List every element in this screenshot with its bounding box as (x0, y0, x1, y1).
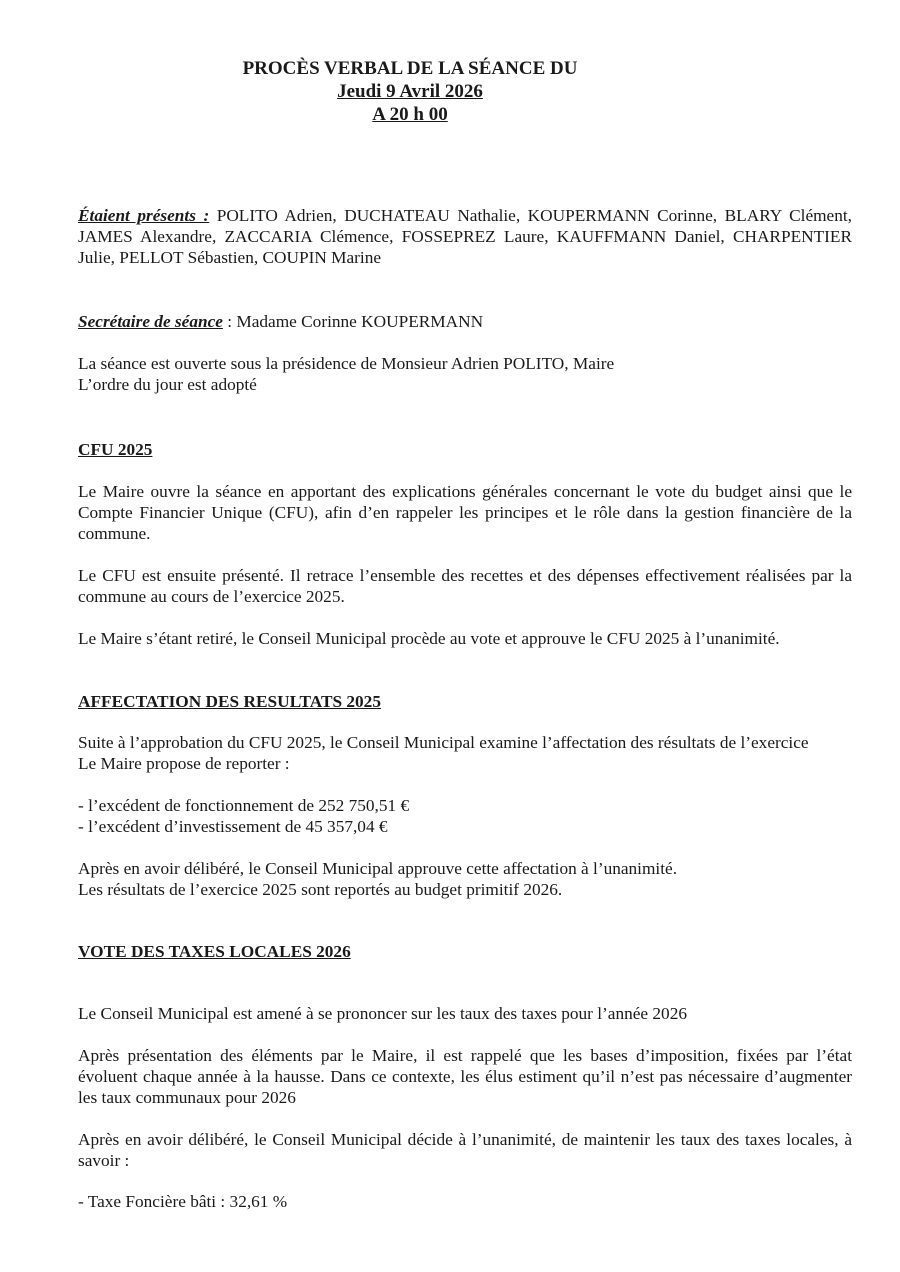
list-item: - Taxe Foncière bâti : 32,61 % (78, 1192, 288, 1211)
agenda-line: L’ordre du jour est adopté (78, 375, 257, 394)
opening-line: La séance est ouverte sous la présidence de Monsieur Adrien POLITO, Maire (78, 354, 615, 373)
taxes-heading: VOTE DES TAXES LOCALES 2026 (78, 942, 351, 961)
affectation-heading: AFFECTATION DES RESULTATS 2025 (78, 692, 381, 711)
meeting-time: A 20 h 00 (372, 104, 448, 125)
taxes-paragraph-3: Après en avoir délibéré, le Conseil Municipal décide à l’unanimité, de maintenir les taux des taxes locales, à savoir : (78, 1130, 852, 1170)
taxes-paragraph-2: Après présentation des éléments par le Maire, il est rappelé que les bases d’imposition, fixées par l’état évoluent chaque année à la hausse. Dans ce contexte, les élus estiment qu’il n’est pas nécessaire d’augmenter les taux communaux pour 2026 (78, 1046, 852, 1107)
affectation-report: Les résultats de l’exercice 2025 sont reportés au budget primitif 2026. (78, 880, 563, 899)
cfu-paragraph-1: Le Maire ouvre la séance en apportant des explications générales concernant le vote du budget ainsi que le Compte Financier Unique (CFU), afin d’en rappeler les principes et le rôle dans la gestion financière de la commune. (78, 482, 852, 543)
taxes-paragraph-1: Le Conseil Municipal est amené à se prononcer sur les taux des taxes pour l’année 2026 (78, 1004, 687, 1023)
secretary-label: Secrétaire de séance (78, 312, 223, 331)
cfu-paragraph-2: Le CFU est ensuite présenté. Il retrace l’ensemble des recettes et des dépenses effectivement réalisées par la commune au cours de l’exercice 2025. (78, 566, 852, 606)
meeting-date: Jeudi 9 Avril 2026 (337, 81, 483, 102)
cfu-heading: CFU 2025 (78, 440, 153, 459)
affectation-line-1: Suite à l’approbation du CFU 2025, le Conseil Municipal examine l’affectation des résultats de l’exercice (78, 733, 809, 752)
affectation-approval: Après en avoir délibéré, le Conseil Municipal approuve cette affectation à l’unanimité. (78, 859, 678, 878)
attendees-label: Étaient présents : (78, 206, 210, 225)
attendees-paragraph (78, 205, 852, 268)
affectation-line-2: Le Maire propose de reporter : (78, 754, 290, 773)
list-item: - l’excédent de fonctionnement de 252 750,51 € (78, 796, 410, 815)
secretary-name: : Madame Corinne KOUPERMANN (222, 312, 484, 331)
cfu-paragraph-3: Le Maire s’étant retiré, le Conseil Municipal procède au vote et approuve le CFU 2025 à l’unanimité. (78, 629, 780, 648)
title-line: PROCÈS VERBAL DE LA SÉANCE DU (242, 58, 578, 79)
document-title (0, 57, 820, 126)
list-item: - l’excédent d’investissement de 45 357,04 € (78, 817, 388, 836)
attendees-list: POLITO Adrien, DUCHATEAU Nathalie, KOUPERMANN Corinne, BLARY Clément, JAMES Alexandre, ZACCARIA Clémence, FOSSEPREZ Laure, KAUFFMANN Daniel, CHARPENTIER Julie, PELLOT Sébastien, COUPIN Marine (78, 206, 852, 267)
secretary-paragraph (78, 311, 852, 332)
